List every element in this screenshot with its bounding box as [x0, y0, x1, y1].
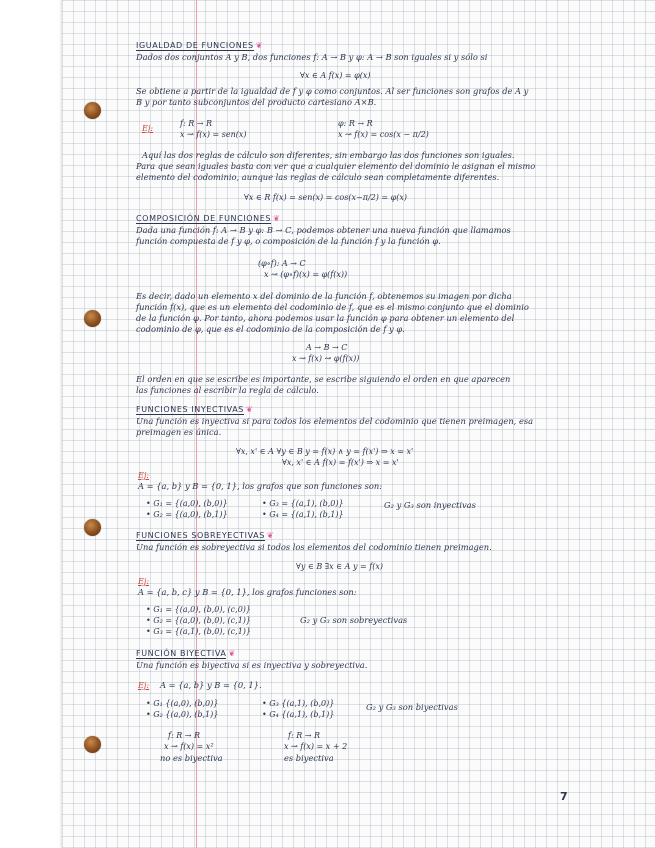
graph-item: • G₂ = {(a,0), (b,0), (c,1)}: [146, 616, 251, 625]
section-title-sobreyectivas: FUNCIONES SOBREYECTIVAS ❦: [136, 531, 275, 540]
graph-item: • G₄ = {(a,1), (b,1)}: [262, 510, 344, 519]
paragraph-line: función compuesta de f y φ, o composición de la función f y la función φ.: [136, 236, 441, 246]
function-def: x ↝ f(x) = x²: [164, 742, 214, 751]
formula: ∀x, x' ∈ A ∀y ∈ B y = f(x) ∧ y = f(x') ⇒ x = x': [236, 447, 414, 456]
paragraph-line: Dados dos conjuntos A y B, dos funciones f: A → B y φ: A → B son iguales si y sólo si: [136, 52, 488, 62]
binder-hole: [84, 102, 101, 119]
paragraph-line: Una función es sobreyectiva si todos los elementos del codominio tienen preimagen.: [136, 542, 492, 552]
graph-item: • G₃ {(a,1), (b,0)}: [262, 699, 335, 708]
graph-item: • G₂ {(a,0), (b,1)}: [146, 710, 219, 719]
formula: ∀y ∈ B ∃x ∈ A y = f(x): [296, 562, 383, 571]
formula: (φ∘f): A → C: [258, 259, 306, 268]
function-def: f: R → R: [168, 731, 201, 740]
formula: x ↝ f(x) ↝ φ(f(x)): [292, 354, 360, 363]
function-def: x ↝ f(x) = x + 2: [284, 742, 348, 751]
example-label: Ej:: [142, 124, 154, 133]
graph-item: • G₁ = {(a,0), (b,0)}: [146, 499, 228, 508]
example-conclusion: G₂ y G₃ son sobreyectivas: [300, 615, 408, 625]
formula: x ↝ (φ∘f)(x) = φ(f(x)): [264, 270, 348, 279]
binder-hole: [84, 519, 101, 536]
paragraph-line: Dada una función f: A → B y φ: B → C, podemos obtener una nueva función que llamamos: [136, 225, 511, 235]
formula: A → B → C: [306, 343, 348, 352]
function-def: x ↝ f(x) = cos(x − π/2): [338, 130, 429, 139]
graph-item: • G₃ = {(a,1), (b,0), (c,1)}: [146, 627, 251, 636]
example-intro: A = {a, b} y B = {0, 1}, los grafos que son funciones son:: [138, 481, 383, 491]
graph-item: • G₁ {(a,0), (b,0)}: [146, 699, 219, 708]
paragraph-line: B y por tanto subconjuntos del producto cartesiano A×B.: [136, 97, 377, 107]
section-title-igualdad: IGUALDAD DE FUNCIONES ❦: [136, 41, 264, 50]
paragraph-line: Se obtiene a partir de la igualdad de f y φ como conjuntos. Al ser funciones son grafos de A y: [136, 86, 529, 96]
function-note: es biyectiva: [284, 753, 334, 763]
paragraph-line: Aquí las dos reglas de cálculo son diferentes, sin embargo las dos funciones son iguales.: [142, 150, 515, 160]
graph-item: • G₄ {(a,1), (b,1)}: [262, 710, 335, 719]
section-title-composicion: COMPOSICIÓN DE FUNCIONES ❦: [136, 214, 281, 223]
function-def: x ↝ f(x) = sen(x): [180, 130, 247, 139]
paragraph-line: Es decir, dado un elemento x del dominio de la función f, obtenemos su imagen por dicha: [136, 291, 512, 301]
paragraph-line: El orden en que se escribe es importante, se escribe siguiendo el orden en que aparecen: [136, 374, 511, 384]
graph-item: • G₂ = {(a,0), (b,1)}: [146, 510, 228, 519]
example-conclusion: G₂ y G₃ son inyectivas: [384, 500, 476, 510]
binder-hole: [84, 736, 101, 753]
example-label: Ej:: [138, 471, 150, 480]
section-title-inyectivas: FUNCIONES INYECTIVAS ❦: [136, 405, 254, 414]
binder-hole: [84, 310, 101, 327]
paragraph-line: elemento del codominio, aunque las reglas de cálculo sean completamente diferentes.: [136, 172, 500, 182]
paragraph-line: Para que sean iguales basta con ver que a cualquier elemento del dominio le asignan el mismo: [136, 161, 536, 171]
graph-item: • G₃ = {(a,1), (b,0)}: [262, 499, 344, 508]
function-def: f: R → R: [180, 119, 213, 128]
function-note: no es biyectiva: [160, 753, 223, 763]
example-intro: A = {a, b} y B = {0, 1}.: [160, 680, 262, 690]
example-label: Ej:: [138, 681, 150, 690]
paragraph-line: Una función es biyectiva si es inyectiva y sobreyectiva.: [136, 660, 368, 670]
function-def: f: R → R: [288, 731, 321, 740]
paragraph-line: preimagen es única.: [136, 427, 222, 437]
example-intro: A = {a, b, c} y B = {0, 1}, los grafos funciones son:: [138, 587, 357, 597]
paragraph-line: Una función es inyectiva si para todos los elementos del codominio que tienen preimagen, esa: [136, 416, 534, 426]
paragraph-line: función f(x), que es un elemento del codominio de f, que es el mismo conjunto que el dominio: [136, 302, 529, 312]
section-title-biyectiva: FUNCIÓN BIYECTIVA ❦: [136, 649, 236, 658]
formula: ∀x ∈ A f(x) = φ(x): [300, 71, 371, 80]
function-def: φ: R → R: [338, 119, 373, 128]
page-number: 7: [560, 790, 568, 803]
example-conclusion: G₂ y G₃ son biyectivas: [366, 702, 458, 712]
formula: ∀x ∈ R f(x) = sen(x) = cos(x−π/2) = φ(x): [244, 193, 407, 202]
paragraph-line: las funciones al escribir la regla de cálculo.: [136, 385, 319, 395]
example-label: Ej:: [138, 577, 150, 586]
graph-item: • G₁ = {(a,0), (b,0), (c,0)}: [146, 605, 251, 614]
paragraph-line: codominio de φ, que es el codominio de la composición de f y φ.: [136, 324, 405, 334]
paragraph-line: de la función φ. Por tanto, ahora podemos usar la función φ para obtener un elemento del: [136, 313, 515, 323]
formula: ∀x, x' ∈ A f(x) = f(x') ⇒ x = x': [282, 458, 399, 467]
